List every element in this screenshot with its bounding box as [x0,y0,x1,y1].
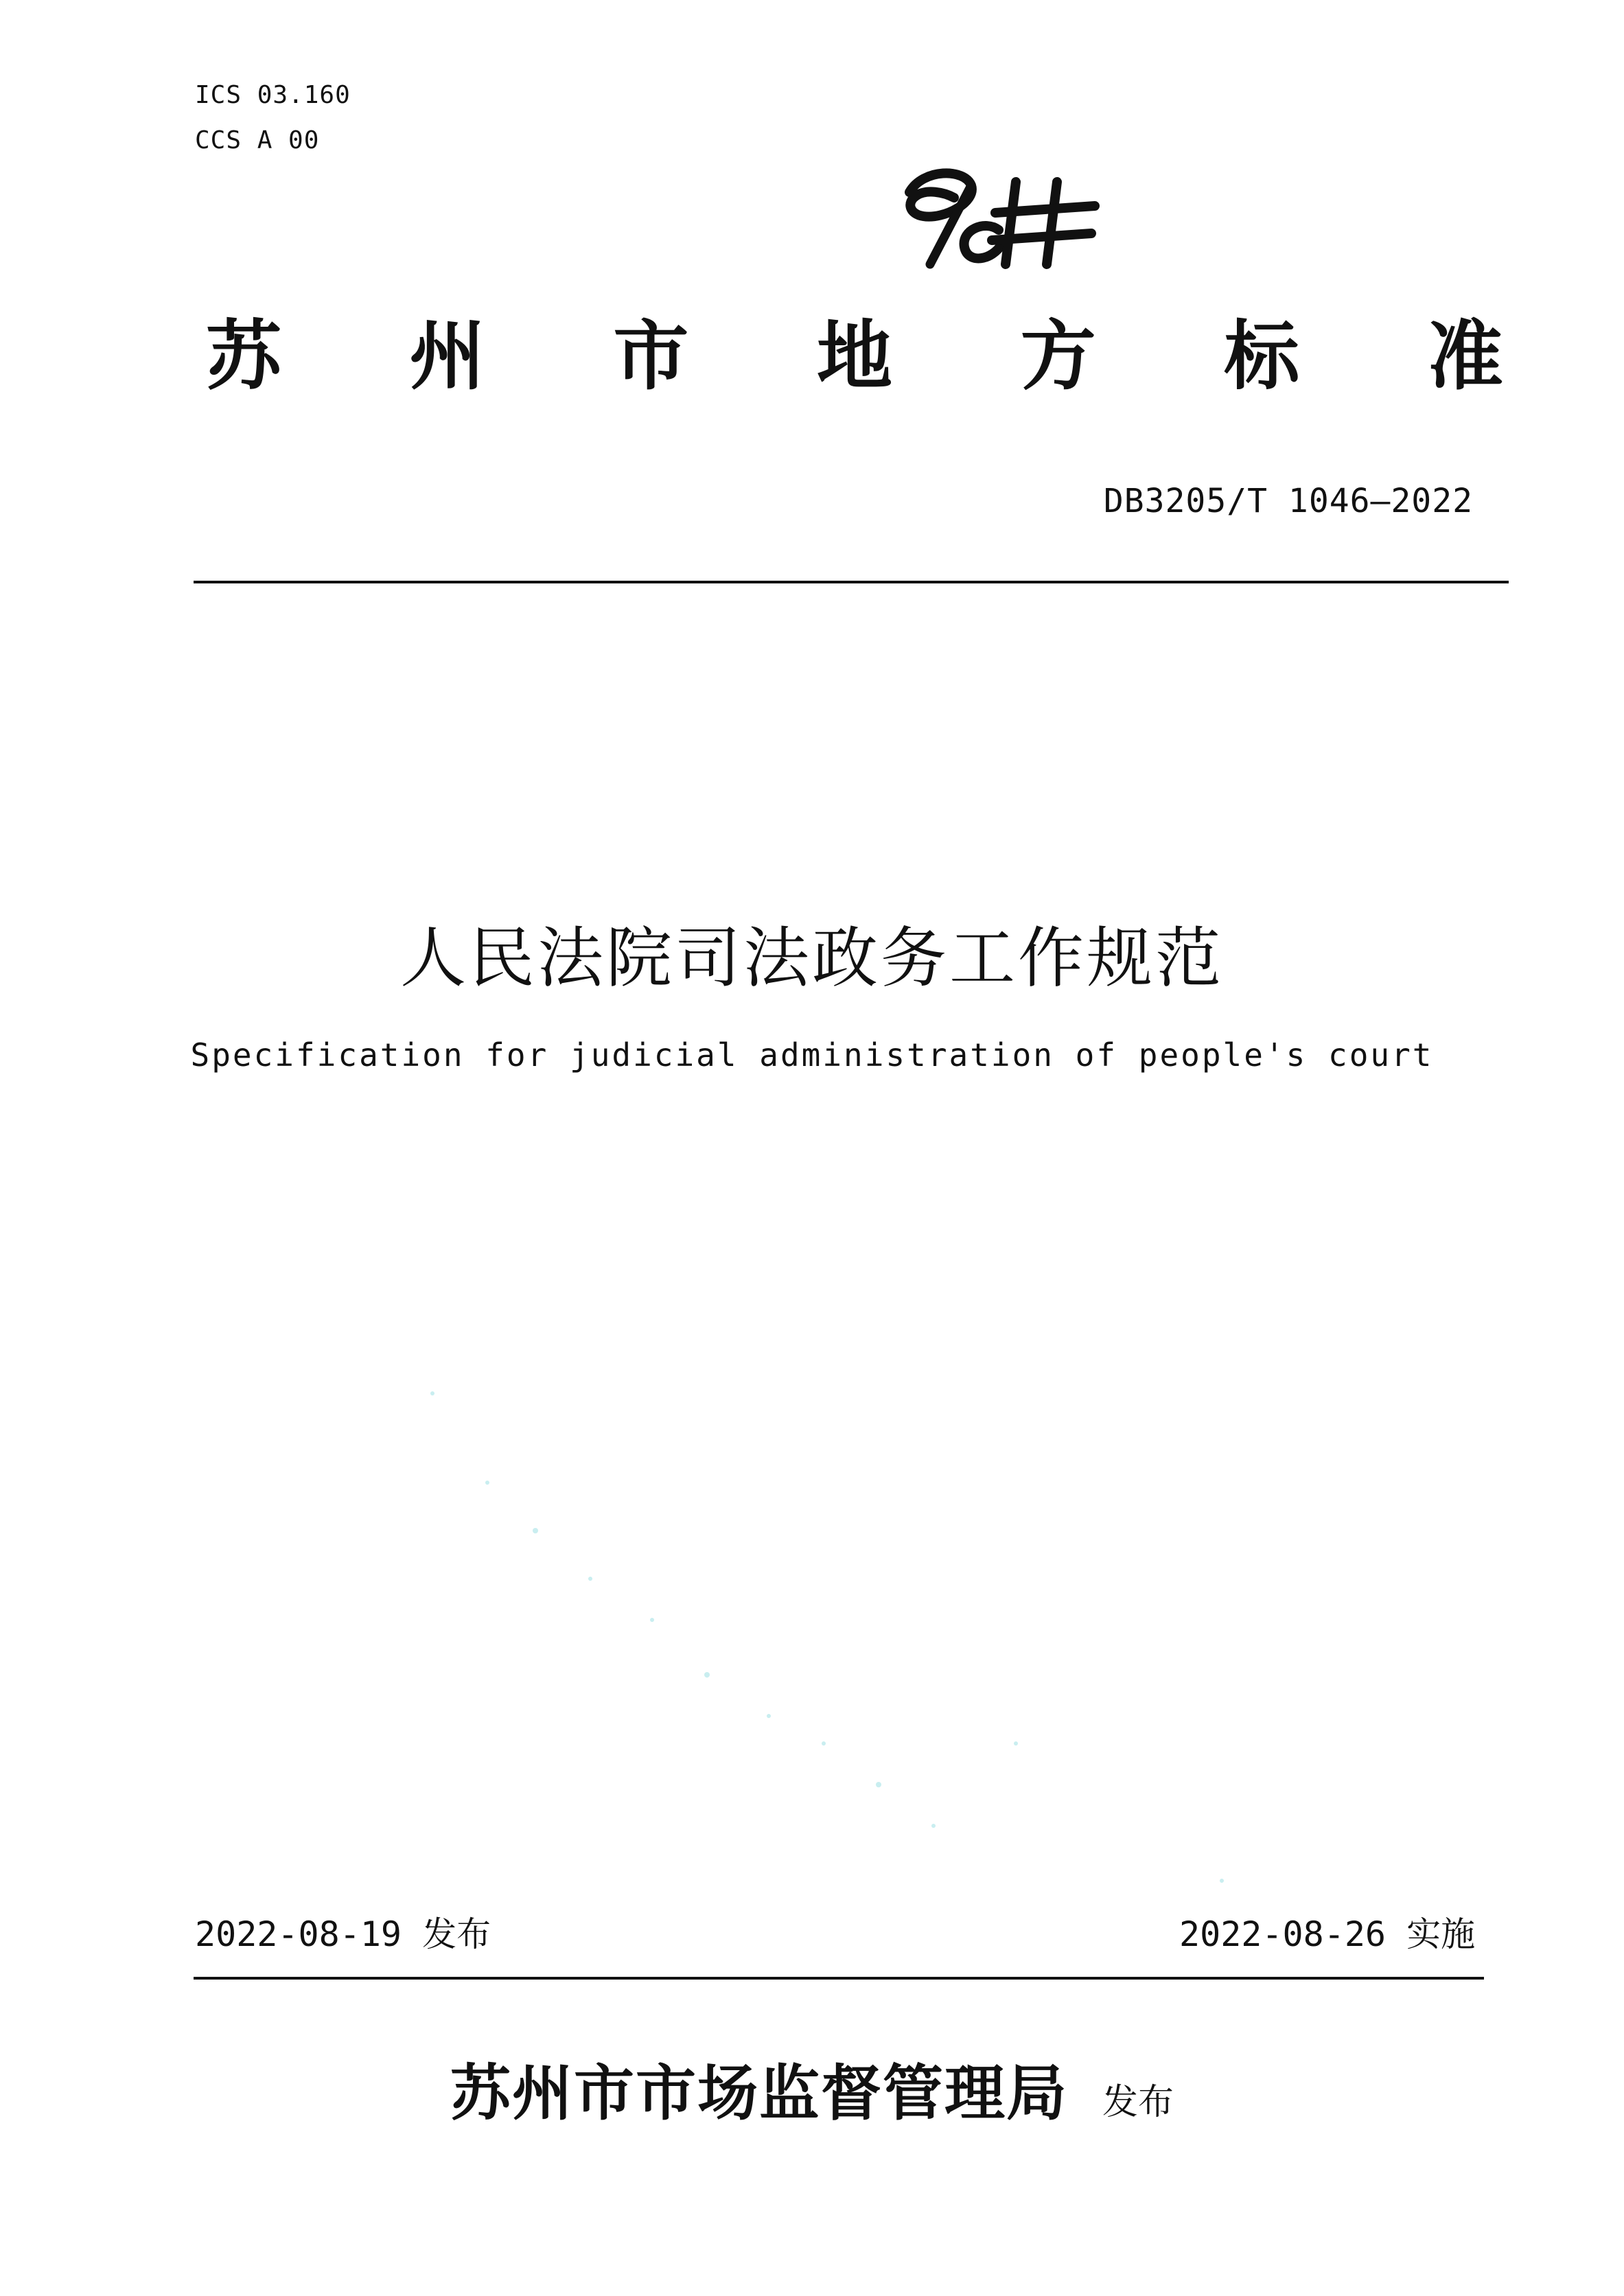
top-divider [194,581,1509,583]
issuer-name: 苏州市市场监督管理局 [450,2057,1068,2129]
speck [430,1391,434,1395]
standard-type-char: 苏 [206,312,281,400]
speck [533,1528,538,1533]
speck [650,1618,654,1622]
speck [1014,1741,1018,1746]
standard-type-char: 地 [816,312,892,400]
title-english: Specification for judicial administration of people's court [190,1036,1434,1074]
speck [485,1481,489,1485]
standard-type-char: 标 [1224,312,1300,400]
effective-date: 2022-08-26 实施 [1179,1914,1476,1954]
standard-type-char: 准 [1427,312,1503,400]
speck [767,1714,771,1718]
publish-date: 2022-08-19 发布 [195,1914,491,1954]
speck [1220,1879,1224,1883]
db-logo-icon [896,165,1102,275]
speck [704,1672,710,1678]
ics-code: ICS 03.160 [195,81,351,109]
speck [822,1741,826,1746]
standard-type-heading [206,302,1503,398]
speck [931,1824,936,1828]
title-chinese: 人民法院司法政务工作规范 [400,920,1224,997]
standard-type-char: 市 [613,312,689,400]
standard-type-char: 方 [1020,312,1096,400]
speck [876,1782,881,1787]
speck [588,1577,592,1581]
scan-specks [412,1359,1304,1908]
standard-type-char: 州 [409,312,485,400]
issuer-suffix: 发布 [1102,2082,1174,2123]
issuer-line [0,2045,1624,2132]
ccs-code: CCS A 00 [195,126,320,154]
standard-number: DB3205/T 1046—2022 [1103,482,1473,520]
bottom-divider [194,1977,1484,1980]
